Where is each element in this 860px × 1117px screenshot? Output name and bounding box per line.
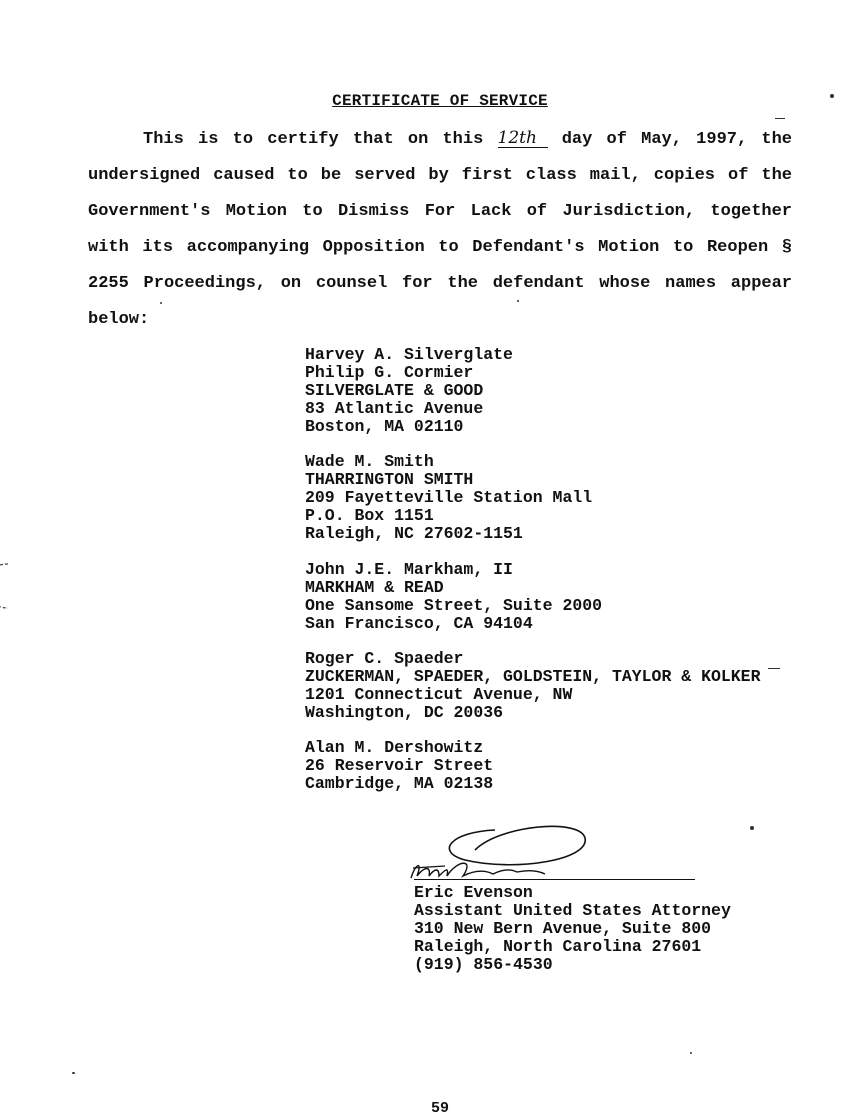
body-line-1 <box>88 122 792 158</box>
address-line: Washington, DC 20036 <box>305 703 504 722</box>
address-line: SILVERGLATE & GOOD <box>305 381 484 400</box>
recipient-block-3 <box>305 561 602 633</box>
address-line: Harvey A. Silverglate <box>305 345 513 364</box>
certificate-body <box>88 122 792 338</box>
body-line-1-post: day of May, 1997, the <box>561 130 792 149</box>
certificate-heading: CERTIFICATE OF SERVICE <box>332 92 548 110</box>
address-line: Raleigh, NC 27602-1151 <box>305 524 523 543</box>
address-line: San Francisco, CA 94104 <box>305 614 533 633</box>
scan-speck <box>830 94 834 98</box>
recipient-block-5 <box>305 739 493 793</box>
body-line-3: Government's Motion to Dismiss For Lack of Jurisdiction, together <box>88 202 792 221</box>
body-line-4: with its accompanying Opposition to Defendant's Motion to Reopen § <box>88 238 792 257</box>
body-line-1-pre: This is to certify that on this <box>143 130 484 149</box>
signer-line: 310 New Bern Avenue, Suite 800 <box>414 919 712 938</box>
recipient-block-4 <box>305 650 760 722</box>
address-line: Roger C. Spaeder <box>305 649 464 668</box>
signer-line: Assistant United States Attorney <box>414 901 731 920</box>
recipient-block-2 <box>305 453 592 543</box>
address-line: 1201 Connecticut Avenue, NW <box>305 685 573 704</box>
signature-line <box>414 879 695 880</box>
address-line: 83 Atlantic Avenue <box>305 399 484 418</box>
scan-speck <box>750 826 754 830</box>
signer-line: (919) 856-4530 <box>414 955 553 974</box>
address-line: Philip G. Cormier <box>305 363 474 382</box>
address-line: 209 Fayetteville Station Mall <box>305 488 593 507</box>
scan-speck <box>690 1052 692 1054</box>
address-line: Boston, MA 02110 <box>305 417 464 436</box>
recipient-block-1 <box>305 346 513 436</box>
scan-speck <box>72 1072 75 1074</box>
punch-hole-mark <box>0 560 34 612</box>
body-line-2: undersigned caused to be served by first class mail, copies of the <box>88 166 792 185</box>
body-line-5: 2255 Proceedings, on counsel for the defendant whose names appear <box>88 274 792 293</box>
scan-speck <box>775 118 785 119</box>
address-line: THARRINGTON SMITH <box>305 470 474 489</box>
signer-line: Raleigh, North Carolina 27601 <box>414 937 702 956</box>
body-line-6: below: <box>88 310 150 329</box>
address-line: Cambridge, MA 02138 <box>305 774 494 793</box>
address-line: 26 Reservoir Street <box>305 756 494 775</box>
address-line: Wade M. Smith <box>305 452 434 471</box>
signature-image <box>405 820 695 882</box>
page-number: 59 <box>430 1100 449 1117</box>
scan-speck <box>768 668 780 669</box>
scan-speck <box>160 302 162 304</box>
scan-speck <box>517 300 519 302</box>
address-line: MARKHAM & READ <box>305 578 444 597</box>
address-line: Alan M. Dershowitz <box>305 738 484 757</box>
handwritten-day: 12th <box>498 129 548 148</box>
address-line: One Sansome Street, Suite 2000 <box>305 596 603 615</box>
address-line: ZUCKERMAN, SPAEDER, GOLDSTEIN, TAYLOR & KOLKER <box>305 667 761 686</box>
signer-block <box>414 884 731 974</box>
signer-line: Eric Evenson <box>414 883 533 902</box>
address-line: P.O. Box 1151 <box>305 506 434 525</box>
address-line: John J.E. Markham, II <box>305 560 513 579</box>
